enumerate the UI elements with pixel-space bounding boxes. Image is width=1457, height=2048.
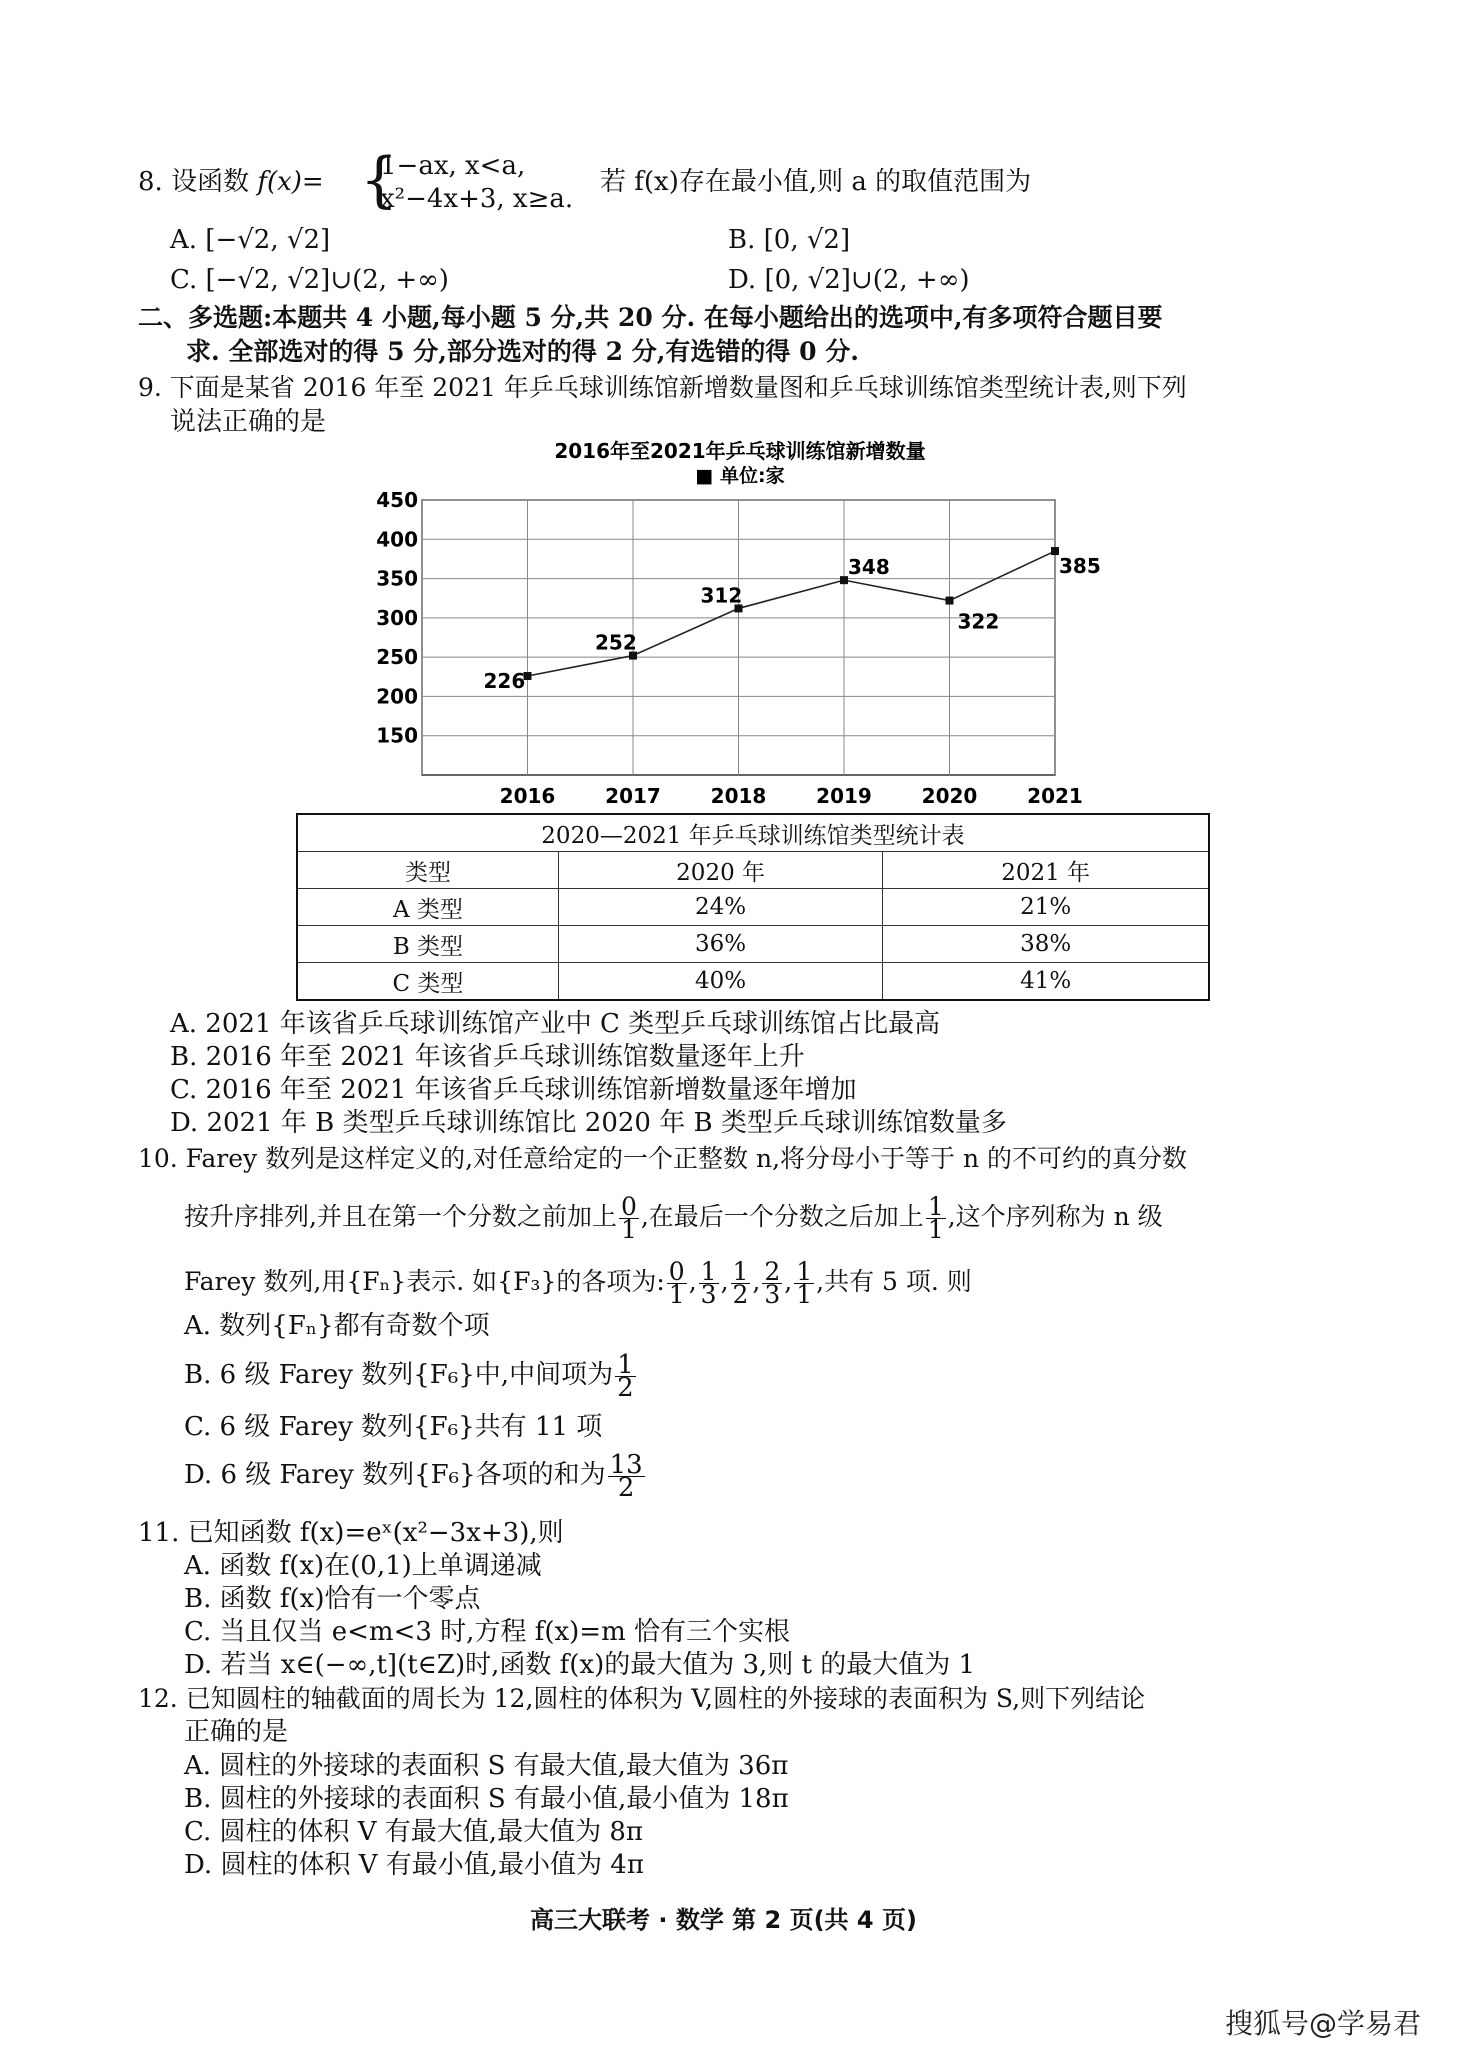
q11-option-b: B. 函数 f(x)恰有一个零点 xyxy=(184,1584,481,1614)
data-point xyxy=(1051,547,1059,555)
fraction: $\frac{0}{1}$ xyxy=(620,1192,637,1244)
watermark: 搜狐号@学易君 xyxy=(1225,2007,1422,2040)
data-label: 252 xyxy=(595,630,637,655)
q10-line2 xyxy=(184,1192,1163,1242)
data-label: 322 xyxy=(957,609,1000,634)
q11-option-d: D. 若当 x∈(−∞,t](t∈Z)时,函数 f(x)的最大值为 3,则 t 的最大值为 1 xyxy=(184,1650,976,1680)
q10-option-a: A. 数列{Fₙ}都有奇数个项 xyxy=(184,1311,490,1341)
x-tick-label: 2020 xyxy=(921,784,978,808)
y-tick-label: 350 xyxy=(376,566,418,591)
table-row xyxy=(297,889,1209,926)
x-tick-label: 2019 xyxy=(816,784,872,808)
q12-option-a: A. 圆柱的外接球的表面积 S 有最大值,最大值为 36π xyxy=(184,1751,789,1781)
y-tick-label: 250 xyxy=(376,645,418,670)
table-caption: 2020—2021 年乒乓球训练馆类型统计表 xyxy=(297,814,1209,852)
q10-line2-text: ,在最后一个分数之后加上 xyxy=(640,1202,924,1231)
table-cell: B 类型 xyxy=(297,926,558,963)
q12-option-b: B. 圆柱的外接球的表面积 S 有最小值,最小值为 18π xyxy=(184,1784,789,1814)
table-cell: A 类型 xyxy=(297,889,558,926)
q10-option-b: B. 6 级 Farey 数列{F₆}中,中间项为 $\frac{1}{2}$ xyxy=(184,1349,634,1403)
y-tick-label: 400 xyxy=(376,527,418,552)
fraction: $\frac{1}{1}$ xyxy=(927,1192,944,1244)
table-row xyxy=(297,963,1209,1001)
fraction: $\frac{1}{2}$ xyxy=(732,1257,749,1309)
q8-option-c: C. [−√2, √2]∪(2, +∞) xyxy=(170,265,449,295)
q8-stem-end: 若 f(x)存在最小值,则 a 的取值范围为 xyxy=(600,167,1032,197)
y-tick-label: 300 xyxy=(376,605,418,630)
table-row xyxy=(297,926,1209,963)
table-cell: C 类型 xyxy=(297,963,558,1001)
fraction: $\frac{1}{3}$ xyxy=(700,1257,717,1309)
line-chart xyxy=(360,439,1101,810)
table-header: 2021 年 xyxy=(883,852,1209,889)
table-cell: 38% xyxy=(883,926,1209,963)
table-cell: 21% xyxy=(883,889,1209,926)
data-label: 312 xyxy=(700,583,743,608)
q10-line3-text: ,共有 5 项. 则 xyxy=(816,1267,972,1296)
q8-case1: 1−ax, x<a, xyxy=(380,151,526,181)
section2-line2: 求. 全部选对的得 5 分,部分选对的得 2 分,有选错的得 0 分. xyxy=(186,337,859,366)
q10-line1: 10. Farey 数列是这样定义的,对任意给定的一个正整数 n,将分母小于等于 n 的不可约的真分数 xyxy=(138,1144,1188,1173)
q8-option-d: D. [0, √2]∪(2, +∞) xyxy=(728,265,970,295)
x-tick-label: 2018 xyxy=(710,784,767,808)
q10-line3: Farey 数列,用{Fₙ}表示. 如{F₃}的各项为: $\frac{0}{1}$ , $\frac{1}{3}$ , $\frac{1}{2}$ , $\frac{2}{3}$ , $\frac{1}{1}$ ,共有 5 项. 则 xyxy=(184,1257,972,1309)
q9-option-d: D. 2021 年 B 类型乒乓球训练馆比 2020 年 B 类型乒乓球训练馆数量多 xyxy=(170,1108,1007,1138)
table-cell: 40% xyxy=(558,963,882,1001)
x-tick-label: 2017 xyxy=(605,784,661,808)
data-point xyxy=(946,597,954,605)
q9-stem-line1: 9. 下面是某省 2016 年至 2021 年乒乓球训练馆新增数量图和乒乓球训练馆类型统计表,则下列 xyxy=(138,373,1187,402)
y-tick-label: 200 xyxy=(376,684,418,709)
q8-option-b: B. [0, √2] xyxy=(728,225,851,255)
data-label: 226 xyxy=(483,669,526,693)
fraction: $\frac{2}{3}$ xyxy=(764,1257,781,1309)
table-cell: 36% xyxy=(558,926,882,963)
q8-case2: x²−4x+3, x≥a. xyxy=(380,184,574,214)
q11-option-c: C. 当且仅当 e<m<3 时,方程 f(x)=m 恰有三个实根 xyxy=(184,1617,790,1647)
q9-stem-line2: 说法正确的是 xyxy=(170,407,327,437)
q9-option-b: B. 2016 年至 2021 年该省乒乓球训练馆数量逐年上升 xyxy=(170,1042,805,1072)
q11-option-a: A. 函数 f(x)在(0,1)上单调递减 xyxy=(184,1551,542,1581)
chart-subtitle: ■ 单位:家 xyxy=(695,465,785,487)
table-cell: 41% xyxy=(883,963,1209,1001)
x-tick-label: 2016 xyxy=(499,784,556,808)
q12-line1: 12. 已知圆柱的轴截面的周长为 12,圆柱的体积为 V,圆柱的外接球的表面积为 S,则下列结论 xyxy=(138,1684,1146,1713)
q11-stem: 11. 已知函数 f(x)=eˣ(x²−3x+3),则 xyxy=(138,1518,564,1548)
fraction: $\frac{13}{2}$ xyxy=(609,1449,643,1503)
y-tick-label: 450 xyxy=(376,488,418,512)
table-header: 2020 年 xyxy=(558,852,882,889)
page-footer: 高三大联考 · 数学 第 2 页(共 4 页) xyxy=(530,1906,917,1934)
q8-brace: { xyxy=(360,145,399,215)
data-point xyxy=(840,576,848,584)
fraction: $\frac{1}{1}$ xyxy=(796,1257,813,1309)
q9-option-a: A. 2021 年该省乒乓球训练馆产业中 C 类型乒乓球训练馆占比最高 xyxy=(170,1009,941,1039)
q8-option-a: A. [−√2, √2] xyxy=(170,225,331,255)
x-tick-label: 2021 xyxy=(1027,784,1083,808)
type-stat-table xyxy=(296,813,1210,1001)
q10-line2-text: ,这个序列称为 n 级 xyxy=(947,1202,1163,1231)
q9-option-c: C. 2016 年至 2021 年该省乒乓球训练馆新增数量逐年增加 xyxy=(170,1075,857,1105)
table-cell: 24% xyxy=(558,889,882,926)
data-label: 348 xyxy=(848,555,890,580)
q12-option-d: D. 圆柱的体积 V 有最小值,最小值为 4π xyxy=(184,1850,644,1880)
q10-option-c: C. 6 级 Farey 数列{F₆}共有 11 项 xyxy=(184,1412,603,1442)
fraction: $\frac{0}{1}$ xyxy=(668,1257,685,1309)
section2-line1: 二、多选题:本题共 4 小题,每小题 5 分,共 20 分. 在每小题给出的选项中,有多项符合题目要 xyxy=(138,303,1163,332)
y-tick-label: 150 xyxy=(376,723,418,748)
q12-option-c: C. 圆柱的体积 V 有最大值,最大值为 8π xyxy=(184,1817,643,1847)
q10-line3-text: Farey 数列,用{Fₙ}表示. 如{F₃}的各项为: xyxy=(184,1267,665,1296)
q10-option-d: D. 6 级 Farey 数列{F₆}各项的和为 $\frac{13}{2}$ xyxy=(184,1449,643,1503)
chart-title: 2016年至2021年乒乓球训练馆新增数量 xyxy=(554,439,926,463)
q12-line2: 正确的是 xyxy=(184,1717,289,1747)
table-header: 类型 xyxy=(297,852,558,889)
fraction: $\frac{1}{2}$ xyxy=(617,1349,634,1403)
data-label: 385 xyxy=(1059,554,1101,579)
q8-stem-start: 8. 设函数 f(x)= xyxy=(138,167,324,197)
q10-line2-text: 按升序排列,并且在第一个分数之前加上 xyxy=(184,1202,617,1231)
